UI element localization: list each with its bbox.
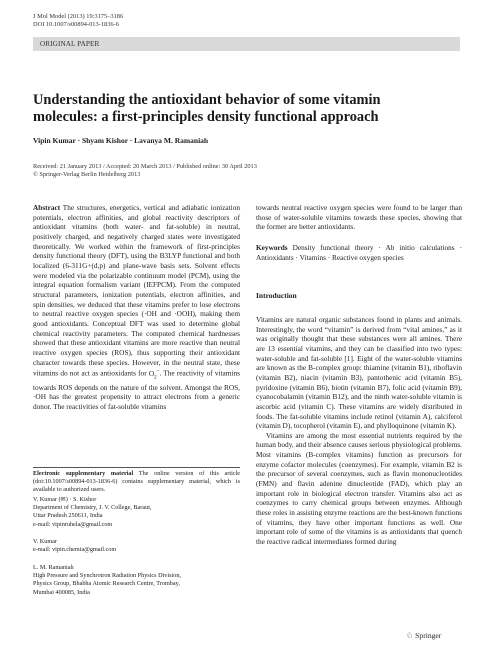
affiliation-line: V. Kumar (✉) · S. Kishor (33, 496, 97, 503)
affiliation-line: Department of Chemistry, J. V. College, Baraut, (33, 504, 152, 512)
article-title (33, 92, 463, 126)
publication-dates (33, 163, 257, 179)
keywords (256, 243, 462, 262)
section-heading-introduction: Introduction (256, 291, 297, 301)
intro-paragraph-2: Vitamins are among the most essential nutrients required by the human body, and their absence causes serious physiological problems. Most vitamins (B-complex vitamins) function as precursors for enzyme cofactor molecules (coenzymes). For example, vitamin B2 is the precursor of several coenzymes, such as flavin mononucleotides (FMN) and flavin adenine dinucleotide (FAD), which play an important role in biological electron transfer. Vitamins also act as coenzymes to carry chemical groups between enzymes. Although these roles in assisting enzyme reactions are the best-known functions of vitamins, they have other important functions as well. One important role of some of the vitamins is as antioxidants that quench the reactive radical intermediates formed during (256, 430, 462, 547)
springer-knight-icon: ♘ (406, 631, 414, 640)
title-line-1: Understanding the antioxidant behavior of some vitamin (33, 92, 381, 108)
affiliation-3 (33, 564, 240, 597)
affiliation-line: High Pressure and Synchrotron Radiation Physics Division, (33, 572, 181, 580)
doi: DOI 10.1007/s00894-013-1836-6 (33, 21, 119, 29)
journal-header (33, 13, 123, 30)
publisher-name: Springer (415, 631, 442, 640)
supplementary-note (33, 470, 240, 495)
publisher-logo (406, 631, 441, 640)
keywords-label: Keywords (256, 242, 288, 252)
abstract-continued: towards neutral reactive oxygen species were found to be larger than those of water-soluble vitamins towards these species, showing that the former are better antioxidants. (256, 203, 462, 232)
right-column (256, 203, 462, 547)
affiliation-line: V. Kumar (33, 538, 57, 545)
affiliation-line: Mumbai 400085, India (33, 588, 90, 596)
author-list: Vipin Kumar · Shyam Kishor · Lavanya M. Ramaniah (33, 136, 209, 145)
affiliation-line: L. M. Ramaniah (33, 564, 74, 571)
title-line-2: molecules: a first-principles density functional approach (33, 109, 379, 125)
affiliation-line: Uttar Pradesh 250611, India (33, 512, 103, 520)
article-type-ribbon (33, 37, 460, 51)
esm-text: The online version of this article (doi:10.1007/s00894-013-1836-6) contains supplementary material, which is available to authorized users. (33, 470, 241, 494)
abstract (33, 203, 240, 412)
affiliation-1 (33, 496, 240, 529)
keywords-text: Density functional theory · Ab initio calculations · Antioxidants · Vitamins · Reactive oxygen species (256, 242, 462, 262)
affiliation-2 (33, 538, 240, 554)
footnote-divider (33, 467, 240, 468)
intro-paragraph-1: Vitamins are natural organic substances found in plants and animals. Interestingly, the word “vitamin” is derived from “vital amines,” as it was originally thought that these substances were all amines. There are 13 essential vitamins, and they can be classified into two types: water-soluble and fat-soluble [1]. Eight of the water-soluble vitamins are known as the B-complex group: thiamine (vitamin B1), riboflavin (vitamin B2), niacin (vitamin B3), pantothenic acid (vitamin B5), pyridoxine (vitamin B6), biotin (vitamin B7), folic acid (vitamin B9), cyanocobalamin (vitamin B12), and the ninth water-soluble vitamin is ascorbic acid (vitamin C). These vitamins are widely distributed in foods. The fat-soluble vitamins include retinol (vitamin A), calciferol (vitamin D), tocopherol (vitamin E), and phylloquinone (vitamin K). (256, 314, 462, 431)
esm-label: Electronic supplementary material (33, 470, 134, 477)
left-column (33, 203, 240, 412)
received-dates: Received: 21 January 2013 / Accepted: 20 March 2013 / Published online: 30 April 2013 (33, 163, 257, 170)
copyright-line: © Springer-Verlag Berlin Heidelberg 2013 (33, 171, 141, 179)
superoxide-symbol: $O_2^-$ (148, 368, 160, 381)
abstract-text: The structures, energetics, vertical and adiabatic ionization potentials, electron affinities, and global reactivity descriptors of antioxidant vitamins (both water- and fat-soluble) in neutral, positively charged, and negatively charged states were investigated theoretically. We worked within the framework of first-principles density functional theory (DFT), using the B3LYP functional and both localized (6-311G+(d,p) and plane-wave basis sets. Solvent effects were modeled via the polarizable continuum model (PCM), using the integral equation formalism variant (IEFPCM). From the computed structural parameters, ionization potentials, electron affinities, and spin densities, we deduced that these vitamins prefer to lose electrons to neutral reactive oxygen species (·OH and ·OOH), making them good antioxidants. Conceptual DFT was used to determine global chemical reactivity parameters. The computed chemical hardnesses showed that these antioxidant vitamins are more reactive than neutral reactive oxygen species (ROS), thus supporting their antioxidant character towards these species. However, in the neutral state, these vitamins do not act as antioxidants for (33, 203, 240, 378)
abstract-text-continued: . The reactivity of vitamins towards ROS depends on the nature of the solvent. Amongst the ROS, ·OH has the greatest propensity to attract electrons from a generic donor. The reactivities of fat-soluble vitamins (33, 368, 240, 411)
email-link[interactable]: e-mail: vipin.chemia@gmail.com (33, 546, 117, 554)
abstract-label: Abstract (33, 203, 61, 212)
affiliation-line: Physics Group, Bhabha Atomic Research Centre, Trombay, (33, 580, 180, 588)
journal-citation: J Mol Model (2013) 19:3175–3186 (33, 13, 124, 20)
email-link[interactable]: e-mail: vipinruhela@gmail.com (33, 520, 113, 528)
article-type-label: ORIGINAL PAPER (40, 40, 100, 48)
